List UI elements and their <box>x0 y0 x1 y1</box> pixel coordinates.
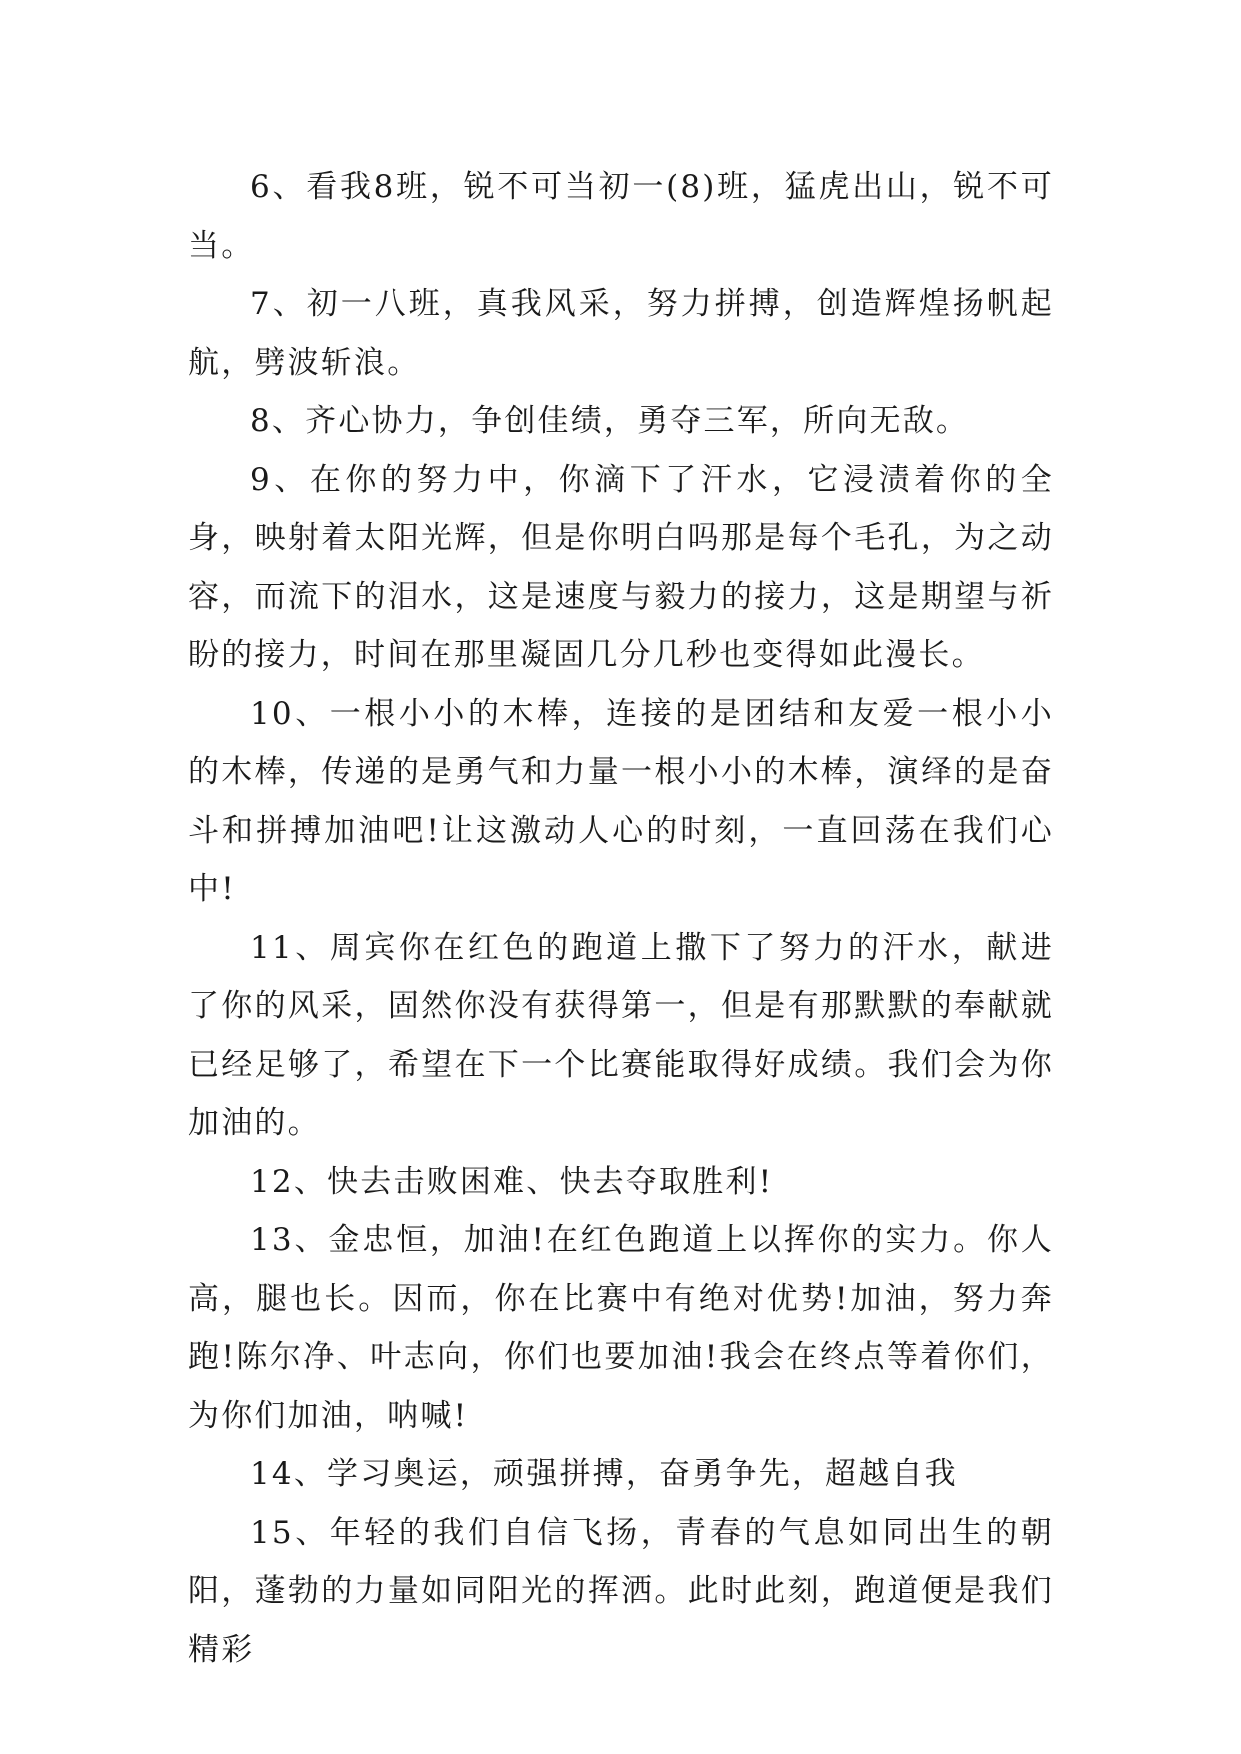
paragraph-7: 7、初一八班，真我风采，努力拼搏，创造辉煌扬帆起航，劈波斩浪。 <box>188 286 1054 381</box>
paragraph-8: 8、齐心协力，争创佳绩，勇夺三军，所向无敌。 <box>250 403 970 439</box>
paragraph-6: 6、看我8班，锐不可当初一(8)班，猛虎出山，锐不可当。 <box>188 169 1054 264</box>
paragraph-10: 10、一根小小的木棒，连接的是团结和友爱一根小小的木棒，传递的是勇气和力量一根小小的木棒，演绎的是奋斗和拼搏加油吧!让这激动人心的时刻，一直回荡在我们心中! <box>188 695 1054 907</box>
paragraph-14: 14、学习奥运，顽强拼搏，奋勇争先，超越自我 <box>250 1456 958 1492</box>
paragraph-15: 15、年轻的我们自信飞扬，青春的气息如同出生的朝阳，蓬勃的力量如同阳光的挥洒。此时此刻，跑道便是我们精彩 <box>188 1514 1054 1668</box>
paragraph-11: 11、周宾你在红色的跑道上撒下了努力的汗水，献进了你的风采，固然你没有获得第一，但是有那默默的奉献就已经足够了，希望在下一个比赛能取得好成绩。我们会为你加油的。 <box>188 929 1054 1141</box>
paragraph-9: 9、在你的努力中，你滴下了汗水，它浸渍着你的全身，映射着太阳光辉，但是你明白吗那是每个毛孔，为之动容，而流下的泪水，这是速度与毅力的接力，这是期望与祈盼的接力，时间在那里凝固几分几秒也变得如此漫长。 <box>188 461 1054 673</box>
document-body <box>188 158 1054 1679</box>
paragraph-12: 12、快去击败困难、快去夺取胜利! <box>250 1163 774 1200</box>
paragraph-13: 13、金忠恒，加油!在红色跑道上以挥你的实力。你人高，腿也长。因而，你在比赛中有绝对优势!加油，努力奔跑!陈尔净、叶志向，你们也要加油!我会在终点等着你们，为你们加油，呐喊! <box>188 1222 1054 1434</box>
